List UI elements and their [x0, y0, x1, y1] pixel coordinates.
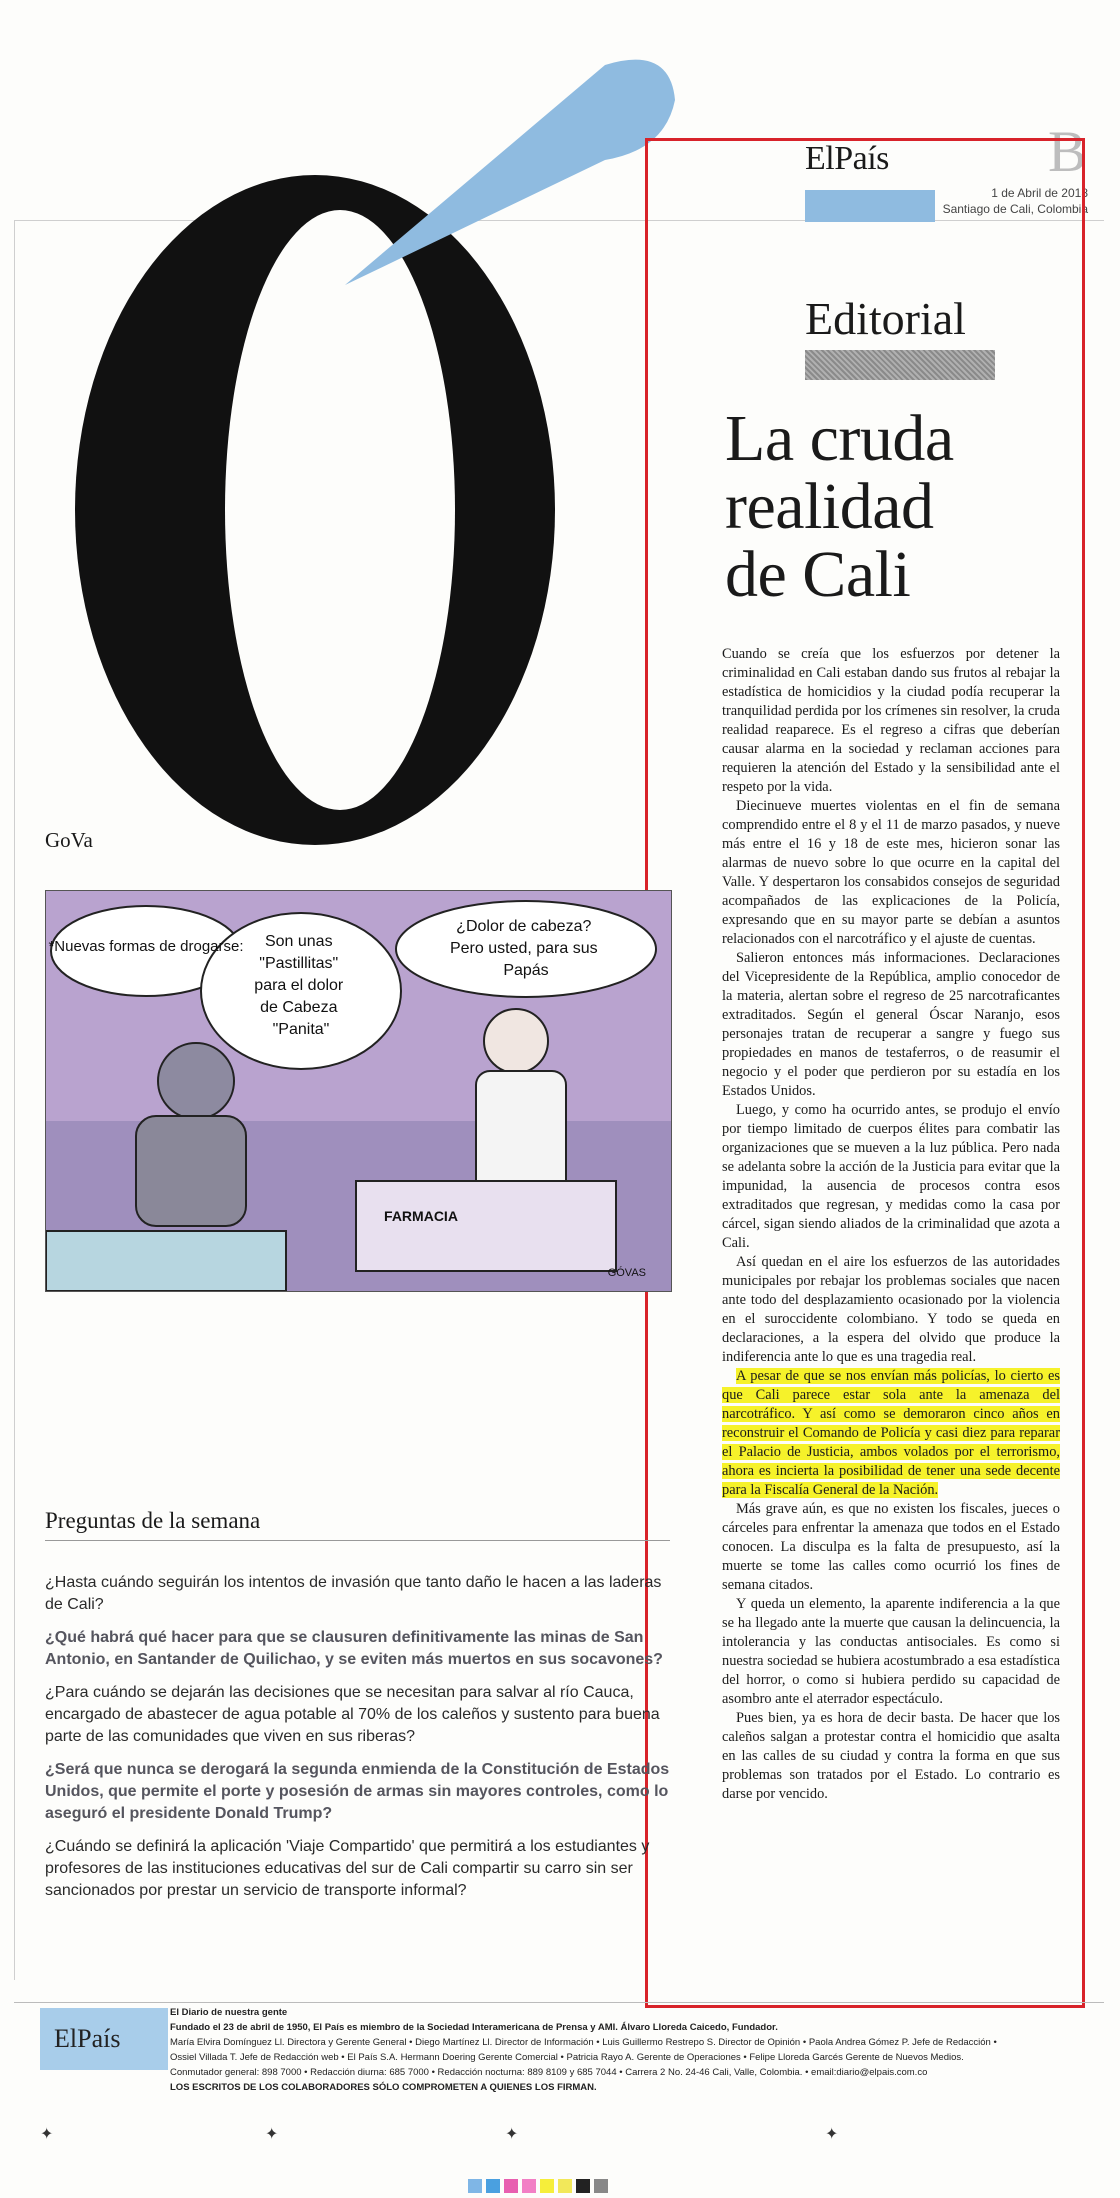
swatch: [576, 2179, 590, 2193]
paragraph: Luego, y como ha ocurrido antes, se produjo el envío por tiempo limitado de cuerpos élites para combatir las organizaciones que se mueven a la luz pública. Pero nada se adelanta sobre la acción de la Justicia para evitar que la impunidad, la ausencia de procesos contra esos extraditados que regresan, y medidas como la casa por cárcel, sigan siendo aliados de la criminalidad que azota a Cali.: [722, 1102, 1060, 1251]
paragraph: Pues bien, ya es hora de decir basta. De hacer que los caleños salgan a protestar contra el homicidio que asalta en las calles de su ciudad y contra la forma en que sus problemas son tratados por el Estado. Lo contrario es darse por vencido.: [722, 1710, 1060, 1802]
place: Santiago de Cali, Colombia: [942, 202, 1088, 216]
swatch: [558, 2179, 572, 2193]
bubble-center-line: para el dolor: [254, 977, 344, 994]
paragraph: Así quedan en el aire los esfuerzos de las autoridades municipales por rebajar los problemas sociales que nacen ante todo del desplazamiento ocasionado por la violencia en el suroccidente colombiano. Y todo se queda en declaraciones, a la espera del olvido que produce la indiferencia ante lo que es una tragedia real.: [722, 1254, 1060, 1365]
cartoon-illustration: [46, 891, 671, 1291]
headline-line: realidad: [725, 470, 934, 543]
color-swatches: [468, 2179, 612, 2198]
questions-rule: [45, 1540, 670, 1541]
paragraph: Diecinueve muertes violentas en el fin de semana comprendido entre el 8 y el 11 de marzo pasados, y nueve más entre el 16 y 18 de este mes, hicieron sonar las alarmas de nuevo sobre lo que ocurre en la capital del Valle. Y despertaron los consabidos consejos de seguridad acompañados de las explicaciones de la Policía, expresando que en su mayor parte se debían a asuntos relacionados con el narcotráfico y el ajuste de cuentas.: [722, 798, 1060, 947]
footer-credits: [170, 2005, 1090, 2095]
headline-line: de Cali: [725, 538, 911, 611]
bubble-right-line: Papás: [503, 962, 549, 979]
bubble-center-line: "Pastillitas": [259, 955, 339, 972]
bubble-center-line: "Panita": [272, 1021, 330, 1038]
paragraph: Salieron entonces más informaciones. Declaraciones del Vicepresidente de la República, amplio conocedor de la materia, alertan sobre el regreso de 25 narcotraficantes extraditados. Según el general Óscar Naranjo, esos personajes tratan de recuperar a sangre y fuego sus propiedades en manos de testaferros, o de reasumir el negocio y el poder que perdieron por su estadía en los Estados Unidos.: [722, 950, 1060, 1099]
cartoon-credit: GoVa: [45, 828, 93, 852]
brand-logo: ElPaís: [805, 140, 889, 177]
swatch: [594, 2179, 608, 2193]
registration-mark: ✦: [825, 2126, 839, 2143]
swatch: [540, 2179, 554, 2193]
cartoon-signature: GÓVAS: [607, 1267, 646, 1279]
highlight-text: A pesar de que se nos envían más policías, lo cierto es que Cali parece estar sola ante la amenaza del narcotráfico. Y así como se demoraron cinco años en reconstruir el Comando de Policía y casi diez para reparar el Palacio de Justicia, ambos volados por el terrorismo, ahora es incierta la posibilidad de tener una sede decente para la Fiscalía General de la Nación.: [722, 1368, 1060, 1498]
opinion-o-logo: [45, 40, 685, 900]
footer-logo: [40, 2008, 168, 2070]
registration-mark: ✦: [505, 2126, 519, 2143]
registration-mark: ✦: [265, 2126, 279, 2143]
editorial-cartoon: [45, 890, 672, 1292]
swatch: [486, 2179, 500, 2193]
date: 1 de Abril de 2018: [991, 186, 1088, 200]
pharmacy-sign: FARMACIA: [384, 1208, 458, 1224]
headline-line: La cruda: [725, 402, 954, 475]
questions-title: Preguntas de la semana: [45, 1508, 261, 1533]
paragraph: Y queda un elemento, la aparente indiferencia a la que se ha llegado ante la muerte que causan la delincuencia, la intolerancia y las conductas antisociales. Es como si nuestra sociedad se hubiera acostumbrado a esa estadística del horror, o como si hubiera perdido su capacidad de asombro ante el aterrador espectáculo.: [722, 1596, 1060, 1707]
swatch: [468, 2179, 482, 2193]
question-item: ¿Qué habrá qué hacer para que se clausuren definitivamente las minas de San Antonio, en Santander de Quilichao, y se eviten más muertos en sus socavones?: [45, 1629, 663, 1668]
footer-line: María Elvira Domínguez Ll. Directora y Gerente General • Diego Martínez Ll. Director de Información • Luis Guillermo Restrepo S. Director de Opinión • Paola Andrea Gómez P. Jefe de Redacción •: [170, 2037, 997, 2048]
paragraph: Cuando se creía que los esfuerzos por detener la criminalidad en Cali estaban dando sus frutos al rebajar la estadística de homicidios y la ciudad podía recuperar la tranquilidad perdida por los crímenes sin resolver, la cruda realidad reaparece. Es el regreso a cifras que deberían causar alarma en la sociedad y reclaman acciones para requieren la atención del Estado y la sensibilidad ante el respeto por la vida.: [722, 646, 1060, 795]
registration-mark: ✦: [40, 2126, 54, 2143]
bubble-center-line: Son unas: [264, 933, 333, 950]
page-frame-left: [14, 220, 15, 1980]
bubble-center-line: de Cabeza: [260, 999, 338, 1016]
question-item: ¿Hasta cuándo seguirán los intentos de invasión que tanto daño le hacen a las laderas de Cali?: [45, 1574, 662, 1613]
footer-tagline: El Diario de nuestra gente: [170, 2007, 288, 2018]
swatch: [504, 2179, 518, 2193]
footer-line: Fundado el 23 de abril de 1950, El País es miembro de la Sociedad Interamericana de Prensa y AMI. Álvaro Lloreda Caicedo, Fundador.: [170, 2022, 778, 2033]
footer-rule: [14, 2002, 1104, 2003]
bubble-right-line: ¿Dolor de cabeza?: [456, 918, 592, 935]
footer-brand: ElPaís: [54, 2024, 121, 2053]
question-item: ¿Cuándo se definirá la aplicación 'Viaje Compartido' que permitirá a los estudiantes y profesores de las instituciones educativas del sur de Cali compartir su carro sin ser sancionados por prestar un servicio de transporte informal?: [45, 1838, 650, 1899]
bubble-left-text: *Nuevas formas de drogarse:: [48, 938, 244, 955]
section-letter: B: [1048, 119, 1087, 184]
question-item: ¿Será que nunca se derogará la segunda enmienda de la Constitución de Estados Unidos, que permite el porte y posesión de armas sin mayores controles, como lo aseguró el presidente Donald Trump?: [45, 1761, 670, 1822]
footer-line: Conmutador general: 898 7000 • Redacción diurna: 685 7000 • Redacción nocturna: 889 8109 y 685 7044 • Carrera 2 No. 24-46 Cali, Valle, Colombia. • email:diario@elpais.com.co: [170, 2067, 928, 2078]
paragraph: Más grave aún, es que no existen los fiscales, jueces o cárceles para enfrentar la amenaza que todos en el Estado conocen. La disculpa es la falta de presupuesto, así la muerte se tome las calles como ocurrió los fines de semana citados.: [722, 1501, 1060, 1593]
questions-list: [45, 1572, 675, 1913]
footer-line: Ossiel Villada T. Jefe de Redacción web • El País S.A. Hermann Doering Gerente Comercial • Patricia Rayo A. Gerente de Operaciones • Felipe Lloreda Garcés Gerente de Nuevos Medios.: [170, 2052, 964, 2063]
swatch: [522, 2179, 536, 2193]
annotation-box: [645, 138, 1085, 2008]
bubble-right-line: Pero usted, para sus: [449, 940, 598, 957]
section-kicker: Editorial: [805, 293, 966, 344]
footer-line: LOS ESCRITOS DE LOS COLABORADORES SÓLO COMPROMETEN A QUIENES LOS FIRMAN.: [170, 2082, 597, 2093]
question-item: ¿Para cuándo se dejarán las decisiones que se necesitan para salvar al río Cauca, encargado de abastecer de agua potable al 70% de los caleños y sustento para buena parte de las comunidades que viven en sus riberas?: [45, 1684, 660, 1745]
